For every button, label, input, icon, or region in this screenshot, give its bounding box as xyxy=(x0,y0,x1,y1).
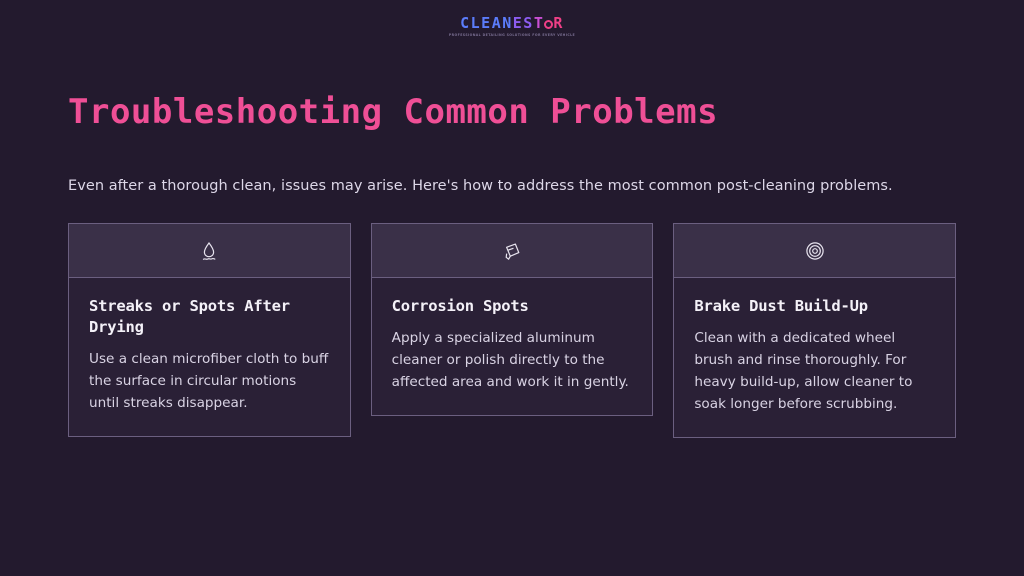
page-subtitle: Even after a thorough clean, issues may arise. Here's how to address the most common post-cleaning problems. xyxy=(68,178,893,194)
card-title: Corrosion Spots xyxy=(391,297,529,315)
wheel-rim-icon xyxy=(802,238,828,264)
card-text: Clean with a dedicated wheel brush and rinse thoroughly. For heavy build-up, allow cleaner to soak longer before scrubbing. xyxy=(694,329,913,412)
brand-tagline: PROFESSIONAL DETAILING SOLUTIONS FOR EVERY VEHICLE xyxy=(448,33,576,37)
brand-part-2: ES xyxy=(512,14,534,32)
card-header xyxy=(674,224,955,278)
page-title: Troubleshooting Common Problems xyxy=(68,92,719,132)
brand-logo-text xyxy=(449,16,575,37)
logo-ring-icon xyxy=(544,20,553,29)
card-text: Use a clean microfiber cloth to buff the surface in circular motions until streaks disappear. xyxy=(89,350,329,411)
card-title: Brake Dust Build-Up xyxy=(694,297,868,315)
card-header xyxy=(69,224,350,278)
card-header xyxy=(372,224,653,278)
card-title: Streaks or Spots After Drying xyxy=(89,297,290,336)
card-body xyxy=(69,278,350,436)
card-text: Apply a specialized aluminum cleaner or polish directly to the affected area and work it in gently. xyxy=(391,329,629,390)
card-corrosion xyxy=(371,223,654,416)
brand-logo xyxy=(0,16,1024,40)
water-drop-icon xyxy=(196,238,222,264)
brand-part-4: R xyxy=(553,14,564,32)
cloth-wipe-icon xyxy=(499,238,525,264)
card-brake-dust xyxy=(673,223,956,438)
card-body xyxy=(372,278,653,415)
card-streaks xyxy=(68,223,351,437)
cards-row xyxy=(68,223,956,438)
brand-part-3: T xyxy=(533,14,545,32)
card-body xyxy=(674,278,955,437)
brand-part-1: CLEAN xyxy=(460,14,513,32)
